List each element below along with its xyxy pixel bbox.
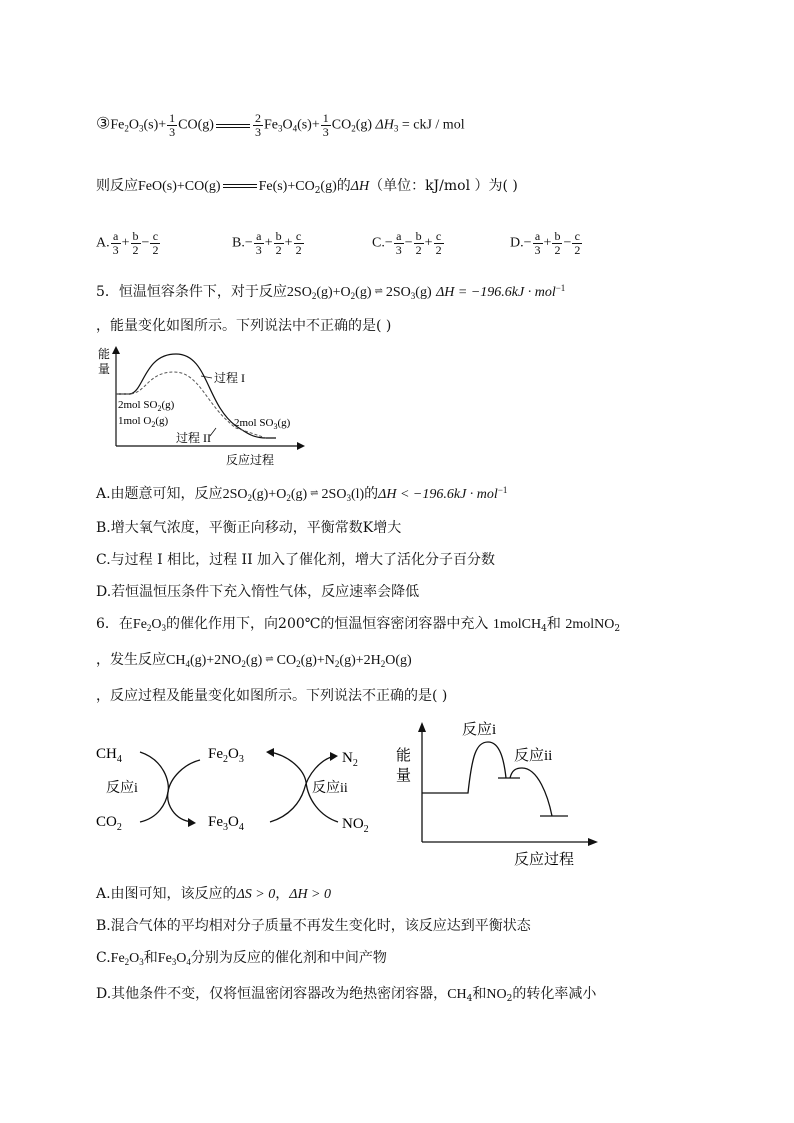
question-5-stem: 5．恒温恒容条件下，对于反应$2SO_2(g)+O_2(g)$ ⇌ $2SO_3(g) \Delta H = -196.6kJ \cdot mol^{-1}$ bbox=[96, 283, 566, 301]
q6-option-b: B.混合气体的平均相对分子质量不再发生变化时，该反应达到平衡状态 bbox=[96, 918, 531, 934]
q6-option-c: $C.Fe_2O_3$和$Fe_3O_4$分别为反应的催化剂和中间产物 bbox=[96, 950, 387, 967]
reaction-ii-label: 反应ii bbox=[312, 781, 348, 796]
q5-option-c: C.与过程 I 相比，过程 II 加入了催化剂，增大了活化分子百分数 bbox=[96, 552, 496, 568]
question-6-stem: 6．在$Fe_2O_3$的催化作用下，向200℃的恒温恒容密闭容器中充入 1molCH$_4$和 2molNO$_2$ bbox=[96, 616, 621, 634]
q4-option-b: B.− $\frac{a}{3}$ + $\frac{b}{2}$ + $\frac{c}{2}$ bbox=[232, 229, 302, 257]
question-6-stem-2: ，发生反应$CH_4(g)+2NO_2(g)$ ⇌ $CO_2(g)+N_2(g)+2H_2O(g)$ bbox=[96, 652, 412, 669]
energy-reaction-ii: 反应ii bbox=[514, 748, 553, 764]
energy-diagram-q5 bbox=[96, 342, 316, 472]
x-axis-label: 反应过程 bbox=[226, 453, 275, 467]
energy-y-label-1: 能 bbox=[396, 748, 412, 764]
no2-label: $NO_2$ bbox=[342, 816, 369, 835]
q4-option-a: A. $\frac{a}{3}$ + $\frac{b}{2}$ − $\frac{c}{2}$ bbox=[96, 229, 159, 257]
question-5-stem-cont: ，能量变化如图所示。下列说法中不正确的是( ) bbox=[96, 318, 392, 334]
energy-reaction-i: 反应i bbox=[462, 722, 497, 738]
equation-3: $③Fe_2O_3(s)+$ $\frac{1}{3}$ CO(g) $\frac{2}{3}$ $Fe_3O_4(s)+$ $\frac{1}{3}$ $CO_2(g) \Delta H_3$ = ckJ / mol bbox=[96, 111, 465, 139]
co2-label: $CO_2$ bbox=[96, 814, 122, 833]
reactant-label-1: 2mol $SO_2(g)$ bbox=[118, 399, 175, 413]
fe2o3-label: $Fe_2O_3$ bbox=[208, 746, 244, 765]
energy-diagram-q6 bbox=[392, 716, 602, 866]
process-2-label: 过程 II bbox=[176, 431, 211, 445]
product-label: 2mol $SO_3(g)$ bbox=[234, 417, 291, 431]
q6-option-a: A.由图可知，该反应的ΔS > 0，ΔH > 0 bbox=[96, 886, 332, 902]
fe3o4-label: $Fe_3O_4$ bbox=[208, 814, 244, 833]
reactant-label-2: 1mol $O_2(g)$ bbox=[118, 415, 169, 429]
q6-option-d: D.其他条件不变，仅将恒温密闭容器改为绝热密闭容器，$CH_4$和$NO_2$的转化率减小 bbox=[96, 986, 597, 1004]
process-1-label: 过程 I bbox=[214, 371, 245, 385]
q5-option-a: A.由题意可知，反应$2SO_2(g)+O_2(g)$ ⇌ $2SO_3(l)$的ΔH < −196.6kJ · mol$^{-1}$ bbox=[96, 485, 508, 503]
q5-option-d: D.若恒温恒压条件下充入惰性气体，反应速率会降低 bbox=[96, 584, 420, 600]
n2-label: $N_2$ bbox=[342, 750, 358, 769]
energy-x-label: 反应过程 bbox=[514, 852, 575, 866]
q4-option-d: D.− $\frac{a}{3}$ + $\frac{b}{2}$ − $\frac{c}{2}$ bbox=[510, 229, 581, 257]
question-6-stem-3: ，反应过程及能量变化如图所示。下列说法不正确的是( ) bbox=[96, 688, 448, 704]
y-label-1: 能 bbox=[98, 347, 111, 361]
reaction-i-label: 反应i bbox=[106, 781, 138, 796]
question-4-stem: 则反应FeO(s)+CO(g) $Fe(s)+CO_2(g)$的ΔH（单位：kJ/mol ）为( ) bbox=[96, 178, 518, 196]
y-label-2: 量 bbox=[98, 362, 111, 376]
q5-option-b: B.增大氧气浓度，平衡正向移动，平衡常数K增大 bbox=[96, 520, 402, 536]
catalytic-cycle-diagram bbox=[94, 730, 394, 860]
q4-option-c: C.− $\frac{a}{3}$ − $\frac{b}{2}$ + $\frac{c}{2}$ bbox=[372, 229, 442, 257]
ch4-label: $CH_4$ bbox=[96, 746, 122, 765]
energy-y-label-2: 量 bbox=[396, 768, 412, 784]
